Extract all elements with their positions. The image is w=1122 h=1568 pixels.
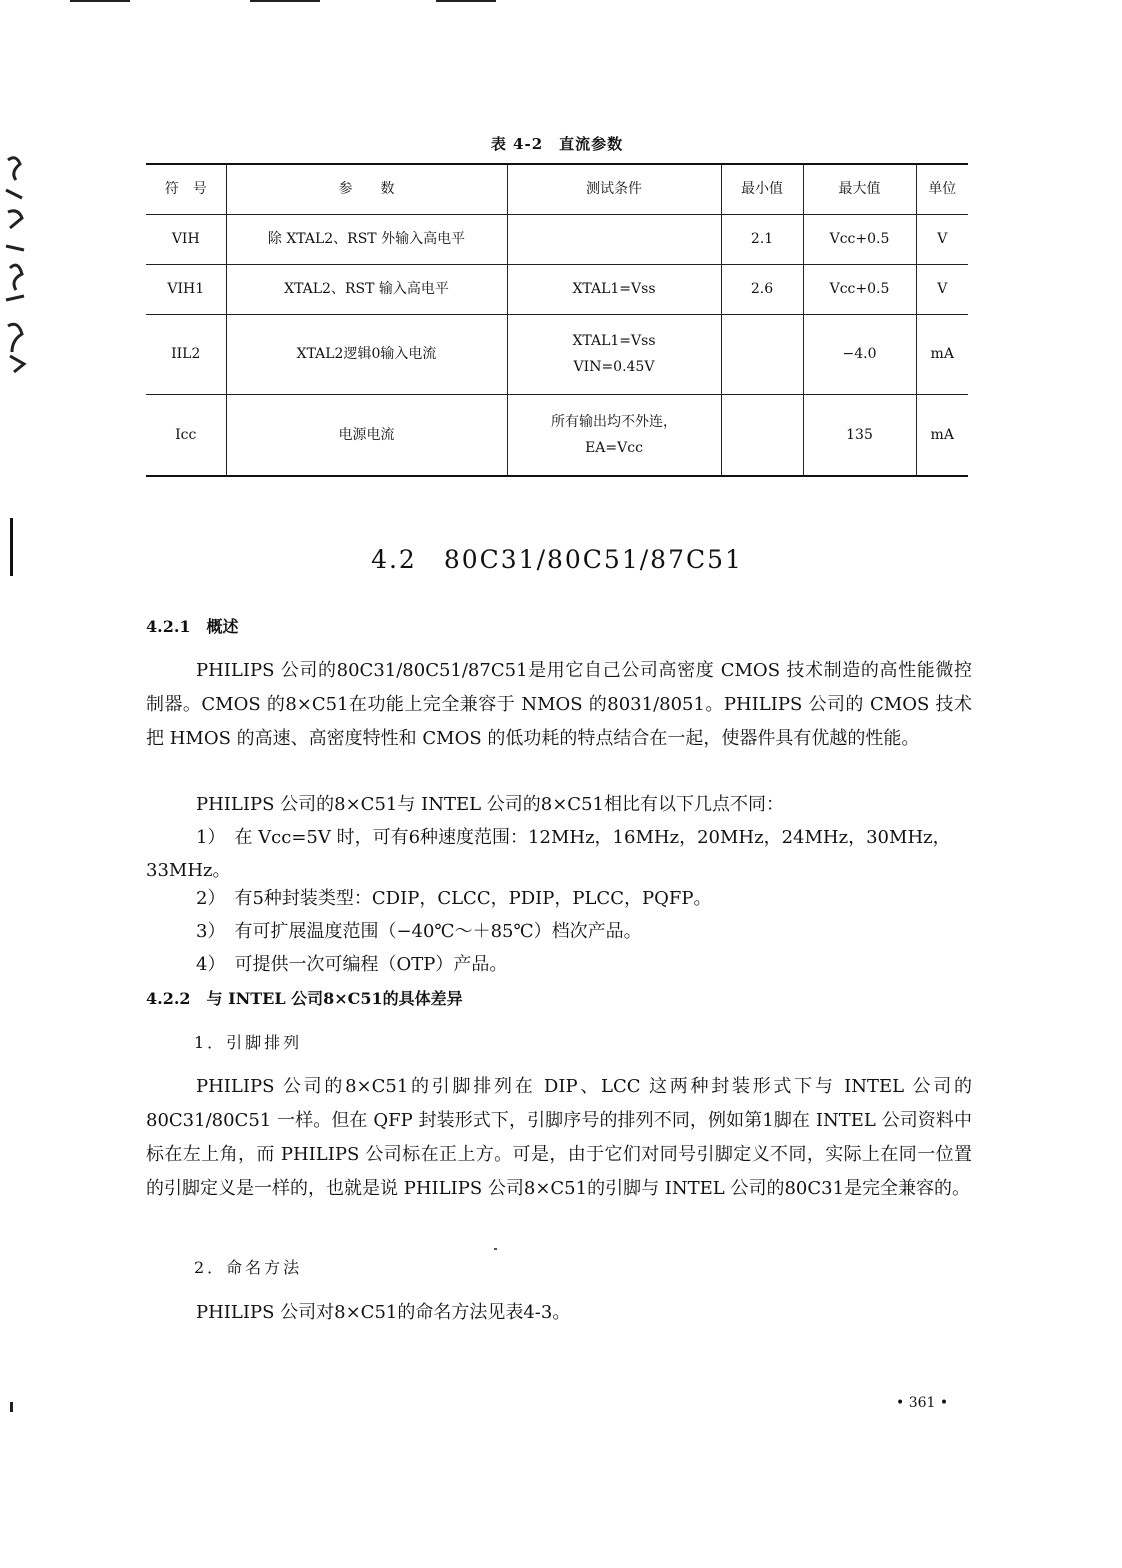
- cell-parameter: 除 XTAL2、RST 外输入高电平: [226, 214, 507, 264]
- header-max: 最大值: [803, 164, 916, 214]
- minor-heading-naming: 2．命名方法: [194, 1258, 303, 1277]
- cell-parameter: 电源电流: [226, 394, 507, 476]
- margin-mark: [10, 1402, 13, 1412]
- table-row: [146, 314, 968, 394]
- cell-min: 2.6: [721, 264, 803, 314]
- cell-condition: 所有输出均不外连， EA=Vcc: [507, 394, 721, 476]
- cell-condition: XTAL1=Vss: [507, 264, 721, 314]
- page-number: • 361 •: [896, 1395, 949, 1411]
- cell-symbol: IIL2: [171, 346, 201, 362]
- cell-parameter: XTAL2、RST 输入高电平: [226, 264, 507, 314]
- scan-speck: [494, 1248, 497, 1250]
- margin-handwriting: [2, 150, 28, 380]
- cell-max: 135: [803, 394, 916, 476]
- top-edge-rule: [250, 0, 320, 2]
- table-row: [146, 214, 968, 264]
- table-row: [146, 394, 968, 476]
- overview-paragraph: PHILIPS 公司的80C31/80C51/87C51是用它自己公司高密度 CMOS 技术制造的高性能微控制器。CMOS 的8×C51在功能上完全兼容于 NMOS 的8031/8051。PHILIPS 公司的 CMOS 技术把 HMOS 的高速、高密度特性和 CMOS 的低功耗的特点结合在一起，使器件具有优越的性能。: [146, 660, 972, 749]
- cell-condition: [507, 214, 721, 264]
- subsection-heading-overview: 4.2.1 概述: [146, 617, 239, 636]
- cell-min: [721, 394, 803, 476]
- comparison-intro: PHILIPS 公司的8×C51与 INTEL 公司的8×C51相比有以下几点不同：: [196, 794, 784, 815]
- pin-layout-paragraph: PHILIPS 公司的8×C51的引脚排列在 DIP、LCC 这两种封装形式下与 INTEL 公司的80C31/80C51 一样。但在 QFP 封装形式下，引脚序号的排列不同，例如第1脚在 INTEL 公司资料中标在左上角，而 PHILIPS 公司标在正上方。可是，由于它们对同号引脚定义不同，实际上在同一位置的引脚定义是一样的，也就是说 PHILIPS 公司8×C51的引脚与 INTEL 公司的80C31是完全兼容的。: [146, 1076, 972, 1199]
- cell-unit: V: [916, 264, 968, 314]
- cell-max: Vcc+0.5: [803, 264, 916, 314]
- cell-unit: mA: [916, 314, 968, 394]
- difference-item-1: 1） 在 Vcc=5V 时，可有6种速度范围：12MHz，16MHz，20MHz，24MHz，30MHz，: [196, 827, 951, 848]
- header-min: 最小值: [721, 164, 803, 214]
- cell-max: −4.0: [803, 314, 916, 394]
- table-row: [146, 264, 968, 314]
- cell-min: [721, 314, 803, 394]
- cell-unit: mA: [916, 394, 968, 476]
- naming-paragraph: PHILIPS 公司对8×C51的命名方法见表4-3。: [196, 1302, 571, 1323]
- section-title: 4.2 80C31/80C51/87C51: [371, 545, 743, 574]
- table-caption: 表 4-2 直流参数: [490, 135, 624, 153]
- minor-heading-pin-layout: 1．引脚排列: [194, 1033, 303, 1052]
- cell-min: 2.1: [721, 214, 803, 264]
- header-unit: 单位: [916, 164, 968, 214]
- dc-parameters-table: [146, 163, 968, 477]
- margin-mark: [10, 518, 13, 576]
- table-header-row: [146, 164, 968, 214]
- top-edge-rule: [70, 0, 130, 2]
- cell-symbol: VIH: [171, 231, 200, 247]
- cell-symbol: Icc: [175, 426, 197, 443]
- cell-parameter: XTAL2逻辑0输入电流: [226, 314, 507, 394]
- header-parameter: 参 数: [226, 164, 507, 214]
- difference-item-3: 3） 有可扩展温度范围（−40℃～＋85℃）档次产品。: [196, 921, 642, 942]
- difference-item-2: 2） 有5种封装类型：CDIP，CLCC，PDIP，PLCC，PQFP。: [196, 888, 712, 909]
- difference-item-1-cont: 33MHz。: [146, 860, 231, 881]
- cell-symbol: VIH1: [167, 281, 205, 297]
- top-edge-rule: [436, 0, 496, 2]
- cell-condition: XTAL1=Vss VIN=0.45V: [507, 314, 721, 394]
- header-test-condition: 测试条件: [507, 164, 721, 214]
- cell-unit: V: [916, 214, 968, 264]
- subsection-heading-differences: 4.2.2 与 INTEL 公司8×C51的具体差异: [146, 989, 463, 1008]
- header-symbol: 符 号: [164, 181, 207, 198]
- difference-item-4: 4） 可提供一次可编程（OTP）产品。: [196, 954, 508, 975]
- cell-max: Vcc+0.5: [803, 214, 916, 264]
